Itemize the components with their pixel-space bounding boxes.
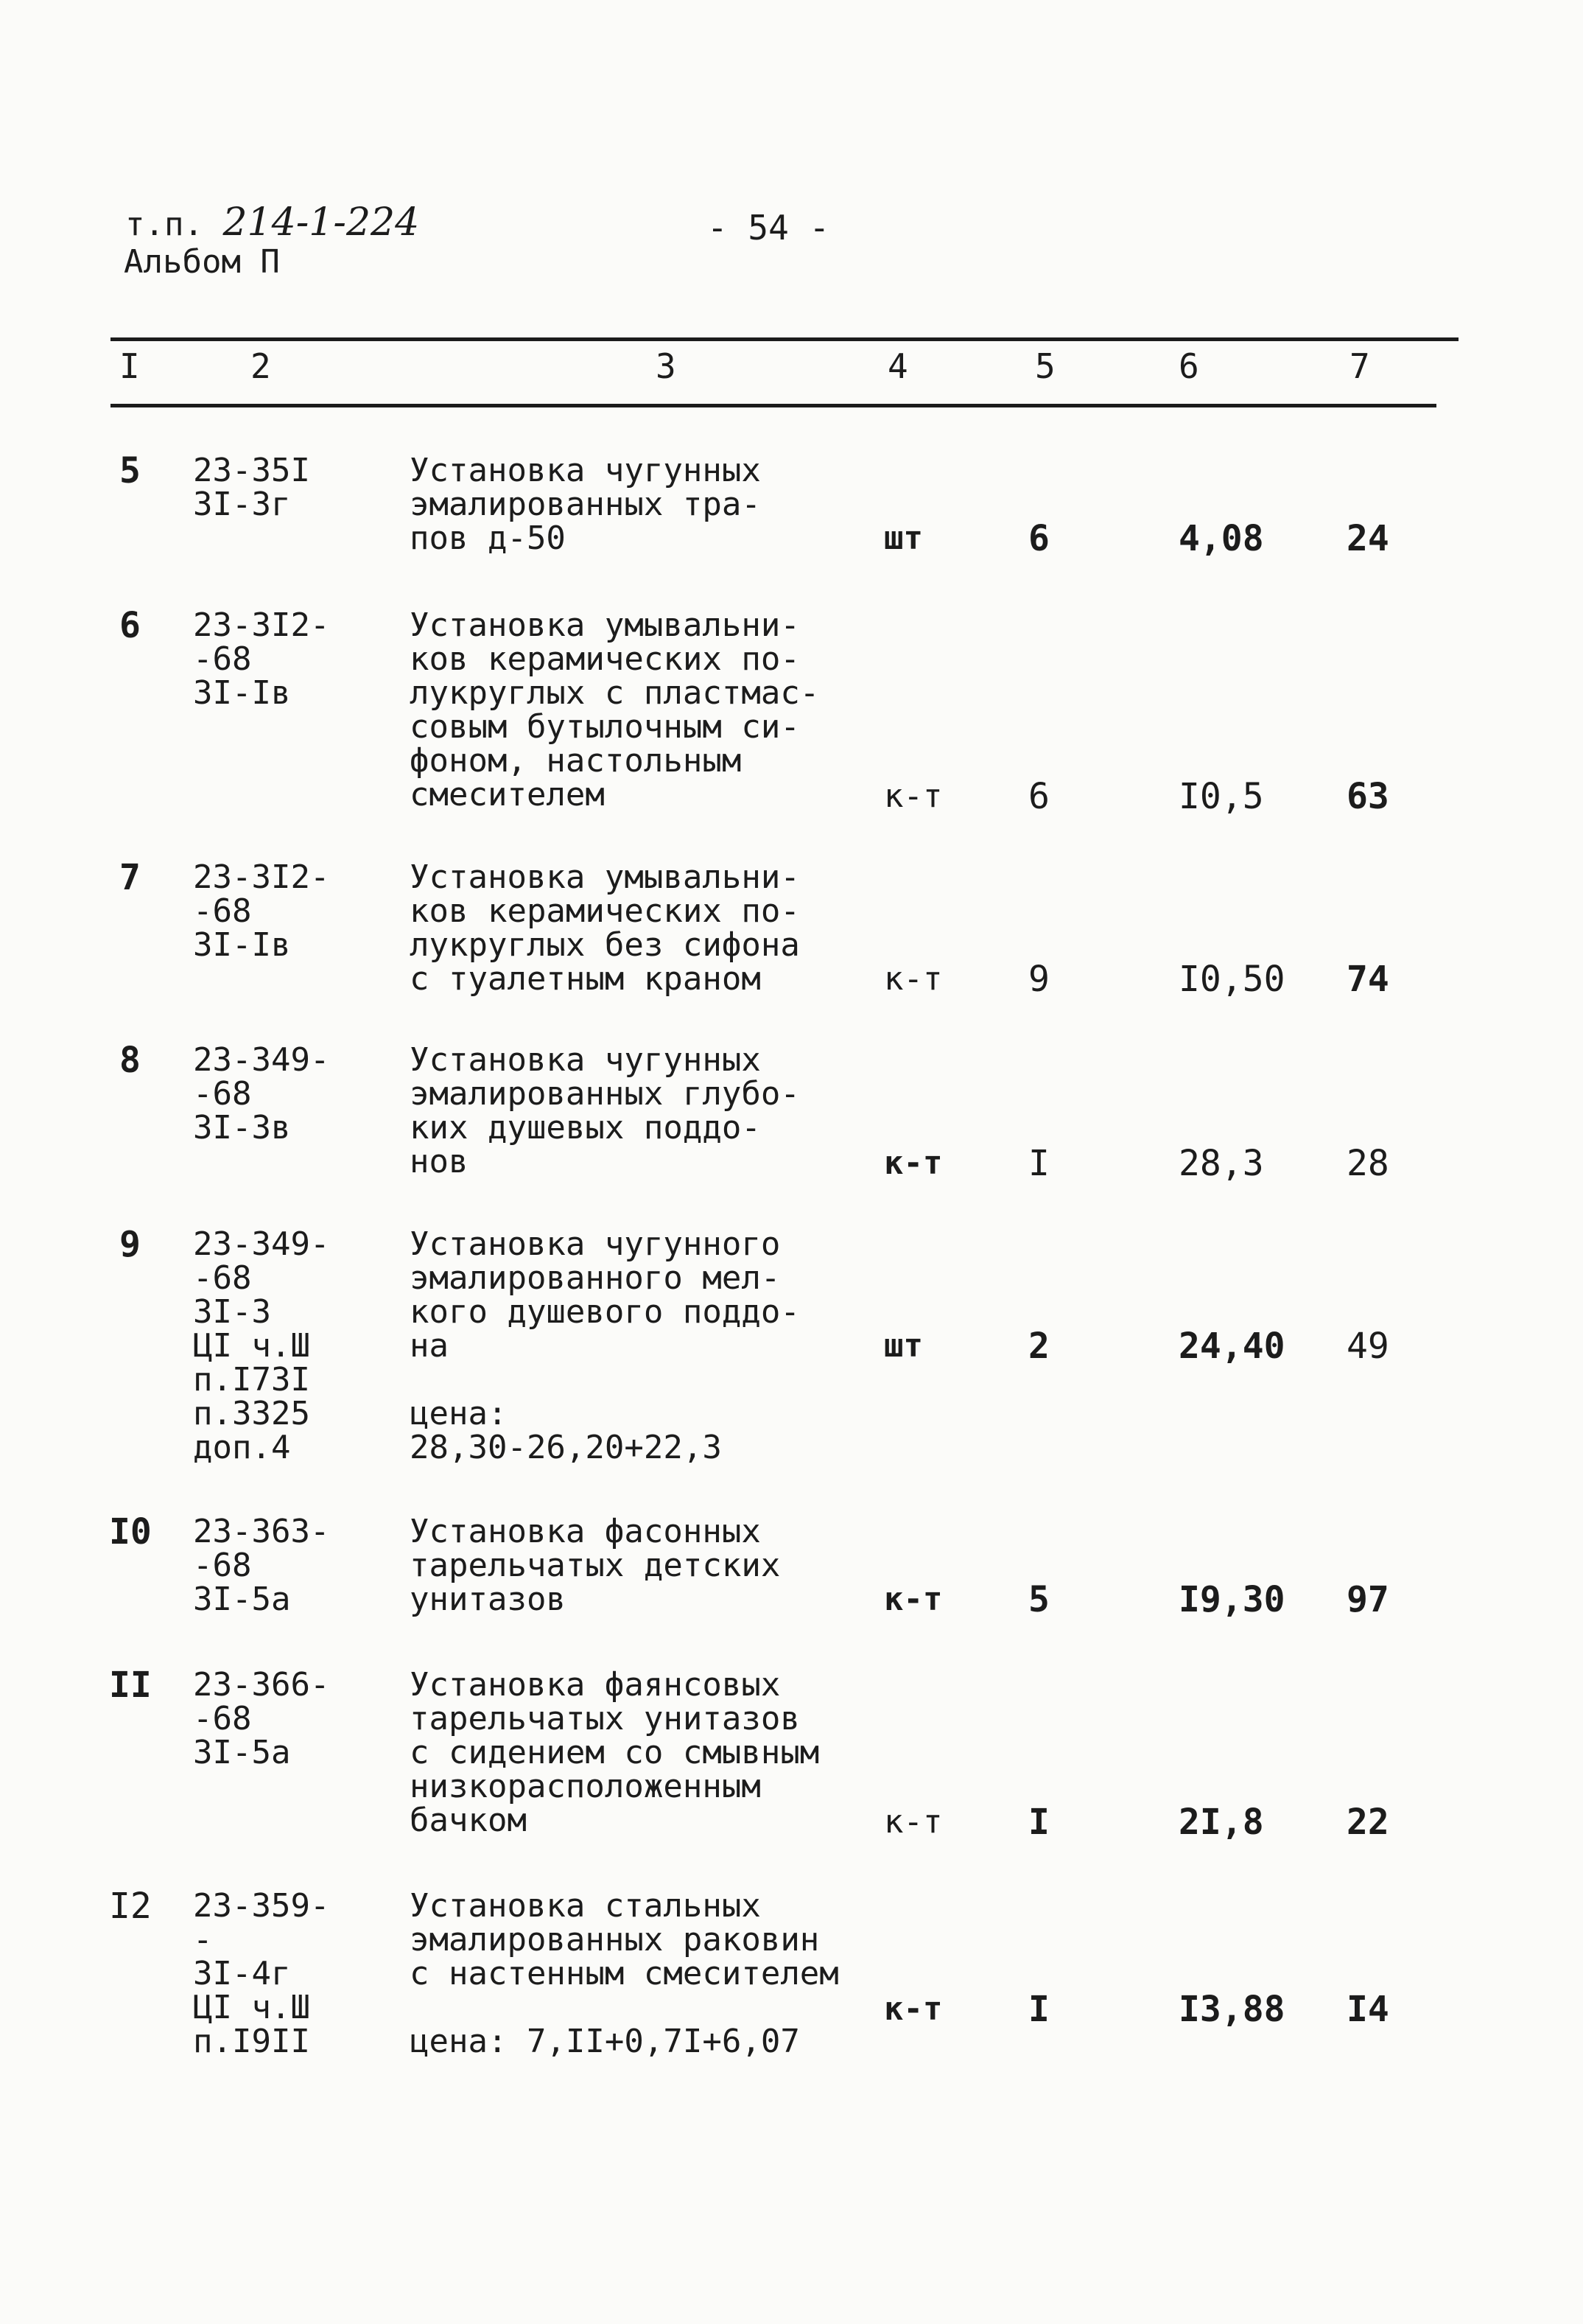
page-number: - 54 -: [707, 208, 830, 248]
row-number: 6: [119, 605, 141, 646]
row-description: Установка фасонных тарельчатых детских унитазов: [410, 1513, 781, 1618]
row-total: 63: [1347, 776, 1389, 817]
row-number: II: [109, 1665, 152, 1706]
row-description: Установка чугунных эмалированных тра- пов д-50: [410, 452, 761, 557]
row-code: 23-366- -68 3I-5а: [193, 1666, 330, 1771]
row-total: I4: [1347, 1989, 1389, 2030]
row-price: 24,40: [1179, 1326, 1285, 1367]
column-header-7: 7: [1349, 346, 1370, 386]
row-description: Установка стальных эмалированных раковин с настенным смесителем цена: 7,II+0,7I+6,07: [410, 1887, 839, 2060]
row-number: 9: [119, 1224, 141, 1265]
row-price: I0,50: [1179, 959, 1285, 1000]
column-header-2: 2: [250, 346, 271, 386]
row-total: 24: [1347, 518, 1389, 559]
row-code: 23-359- - 3I-4г ЦI ч.Ш п.I9II: [193, 1887, 330, 2060]
row-price: I0,5: [1179, 776, 1264, 817]
row-unit: шт: [884, 519, 923, 557]
column-header-1: I: [119, 346, 140, 386]
row-code: 23-35I 3I-3г: [193, 452, 310, 523]
row-quantity: I: [1028, 1802, 1050, 1843]
row-code: 23-3I2- -68 3I-Iв: [193, 606, 330, 712]
column-header-3: 3: [656, 346, 676, 386]
row-code: 23-349- -68 3I-3 ЦI ч.Ш п.I73I п.3325 доп.4: [193, 1225, 330, 1466]
tp-number-handwritten: 214-1-224: [222, 200, 420, 245]
row-quantity: 9: [1028, 959, 1050, 1000]
row-quantity: I: [1028, 1989, 1050, 2030]
row-unit: к-т: [884, 777, 943, 815]
row-unit: к-т: [884, 1581, 943, 1618]
row-price: 28,3: [1179, 1143, 1264, 1184]
row-description: Установка чугунного эмалированного мел- кого душевого поддо- на цена: 28,30-26,20+22,3: [410, 1225, 800, 1466]
row-number: I0: [109, 1511, 152, 1553]
row-code: 23-349- -68 3I-3в: [193, 1041, 330, 1147]
row-description: Установка чугунных эмалированных глубо- ких душевых поддо- нов: [410, 1041, 800, 1180]
row-number: 5: [119, 450, 141, 491]
row-unit: к-т: [884, 1803, 943, 1841]
tp-prefix: т.п.: [125, 206, 203, 243]
row-total: 28: [1347, 1143, 1389, 1184]
row-total: 22: [1347, 1802, 1389, 1843]
row-price: 4,08: [1179, 518, 1264, 559]
row-description: Установка фаянсовых тарельчатых унитазов с сидением со смывным низкорасположенным бачком: [410, 1666, 820, 1839]
album-label: Альбом П: [124, 243, 280, 281]
row-description: Установка умывальни- ков керамических по- лукруглых без сифона с туалетным краном: [410, 858, 800, 998]
row-quantity: 2: [1028, 1326, 1050, 1367]
row-quantity: 5: [1028, 1579, 1050, 1620]
column-header-6: 6: [1179, 346, 1199, 386]
row-quantity: 6: [1028, 518, 1050, 559]
row-code: 23-363- -68 3I-5а: [193, 1513, 330, 1618]
column-header-4: 4: [888, 346, 908, 386]
row-total: 49: [1347, 1326, 1389, 1367]
row-total: 97: [1347, 1579, 1389, 1620]
row-total: 74: [1347, 959, 1389, 1000]
row-unit: к-т: [884, 1990, 943, 2028]
row-price: 2I,8: [1179, 1802, 1264, 1843]
row-quantity: I: [1028, 1143, 1050, 1184]
row-number: I2: [109, 1886, 152, 1927]
row-number: 7: [119, 857, 141, 898]
row-price: I9,30: [1179, 1579, 1285, 1620]
row-unit: шт: [884, 1327, 923, 1365]
column-header-5: 5: [1035, 346, 1056, 386]
row-unit: к-т: [884, 1144, 943, 1182]
row-description: Установка умывальни- ков керамических по- лукруглых с пластмас- совым бутылочным си- фоном, настольным смесителем: [410, 606, 820, 813]
row-number: 8: [119, 1040, 141, 1081]
row-unit: к-т: [884, 960, 943, 998]
row-price: I3,88: [1179, 1989, 1285, 2030]
row-quantity: 6: [1028, 776, 1050, 817]
row-code: 23-3I2- -68 3I-Iв: [193, 858, 330, 964]
project-reference: [125, 200, 419, 245]
table-header-rule: [110, 404, 1436, 407]
table-top-rule: [110, 337, 1459, 341]
